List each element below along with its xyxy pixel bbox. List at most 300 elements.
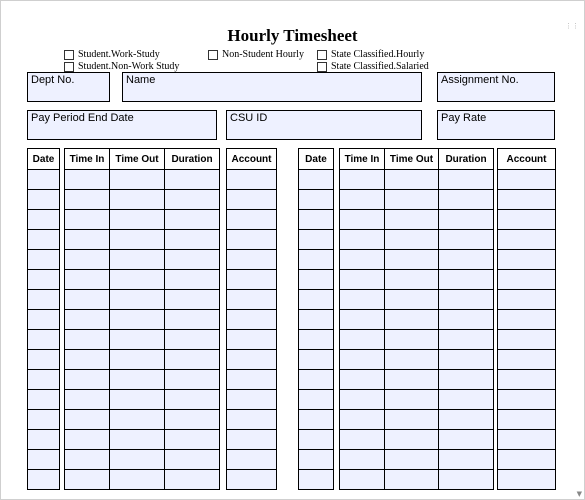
entry-cell[interactable] [28,410,60,430]
entry-cell[interactable] [385,250,439,270]
table-row [340,410,494,430]
table-row [28,190,60,210]
entry-cell[interactable] [28,310,60,330]
entry-cell[interactable] [439,430,494,450]
table-row [65,190,220,210]
entry-cell[interactable] [227,390,277,410]
table-row [498,190,556,210]
table-row [65,230,220,250]
left-date-header: Date [28,149,60,170]
table-row [498,310,556,330]
table-row [227,430,277,450]
right-time-in-header: Time In [340,149,385,170]
entry-cell[interactable] [498,270,556,290]
entry-cell[interactable] [498,210,556,230]
table-row [299,410,334,430]
table-row [65,430,220,450]
entry-cell[interactable] [165,450,220,470]
entry-cell[interactable] [498,230,556,250]
table-row [299,430,334,450]
right-times-table [339,148,494,490]
entry-cell[interactable] [439,190,494,210]
entry-cell[interactable] [299,270,334,290]
entry-cell[interactable] [65,350,110,370]
entry-cell[interactable] [165,350,220,370]
entry-cell[interactable] [299,230,334,250]
table-row [299,210,334,230]
entry-cell[interactable] [110,190,165,210]
entry-cell[interactable] [299,250,334,270]
table-row [498,250,556,270]
table-row [28,270,60,290]
entry-cell[interactable] [340,270,385,290]
table-row [299,290,334,310]
left-date-table [27,148,60,490]
table-row [28,370,60,390]
entry-cell[interactable] [498,470,556,490]
entry-cell[interactable] [340,290,385,310]
entry-cell[interactable] [110,310,165,330]
entry-cell[interactable] [110,370,165,390]
table-row [299,230,334,250]
table-row [28,470,60,490]
entry-cell[interactable] [385,210,439,230]
entry-cell[interactable] [498,390,556,410]
table-row [340,210,494,230]
checkbox-label: State Classified.Hourly [331,49,425,60]
entry-cell[interactable] [498,410,556,430]
entry-cell[interactable] [227,410,277,430]
entry-cell[interactable] [385,170,439,190]
entry-cell[interactable] [299,170,334,190]
entry-cell[interactable] [227,450,277,470]
table-row [340,470,494,490]
table-row [28,170,60,190]
entry-cell[interactable] [385,450,439,470]
right-account-table [497,148,556,490]
entry-cell[interactable] [385,430,439,450]
entry-cell[interactable] [110,390,165,410]
entry-cell[interactable] [28,330,60,350]
table-row [28,330,60,350]
entry-cell[interactable] [385,350,439,370]
entry-cell[interactable] [28,370,60,390]
entry-cell[interactable] [110,250,165,270]
table-row [498,450,556,470]
entry-cell[interactable] [28,430,60,450]
entry-cell[interactable] [65,390,110,410]
entry-cell[interactable] [110,230,165,250]
table-row [299,310,334,330]
entry-cell[interactable] [299,330,334,350]
table-row [340,430,494,450]
table-row [227,310,277,330]
entry-cell[interactable] [165,170,220,190]
table-row [227,210,277,230]
csu-id-label: CSU ID [230,112,268,124]
entry-cell[interactable] [439,170,494,190]
entry-cell[interactable] [385,230,439,250]
dept-no-label: Dept No. [31,74,75,86]
table-row [498,270,556,290]
assignment-no-label: Assignment No. [441,74,519,86]
table-row [340,290,494,310]
table-row [340,190,494,210]
left-time-out-header: Time Out [110,149,165,170]
table-row [227,330,277,350]
entry-cell[interactable] [227,350,277,370]
table-row [498,390,556,410]
entry-cell[interactable] [227,190,277,210]
table-row [498,350,556,370]
entry-cell[interactable] [28,350,60,370]
entry-cell[interactable] [110,330,165,350]
entry-cell[interactable] [498,250,556,270]
entry-cell[interactable] [340,410,385,430]
entry-cell[interactable] [385,410,439,430]
entry-cell[interactable] [299,210,334,230]
checkbox-box[interactable] [64,62,74,72]
entry-cell[interactable] [227,170,277,190]
entry-cell[interactable] [28,470,60,490]
entry-cell[interactable] [498,370,556,390]
entry-cell[interactable] [340,210,385,230]
entry-cell[interactable] [340,310,385,330]
entry-cell[interactable] [340,390,385,410]
entry-cell[interactable] [110,430,165,450]
entry-cell[interactable] [227,270,277,290]
table-row [498,290,556,310]
table-row [340,350,494,370]
table-row [227,190,277,210]
table-row [227,290,277,310]
entry-cell[interactable] [439,230,494,250]
pay-period-end-date-field[interactable] [27,110,217,140]
entry-cell[interactable] [110,290,165,310]
checkbox-box[interactable] [64,50,74,60]
entry-cell[interactable] [299,310,334,330]
entry-cell[interactable] [385,390,439,410]
entry-cell[interactable] [65,270,110,290]
table-row [498,410,556,430]
entry-cell[interactable] [439,410,494,430]
left-times-table [64,148,220,490]
entry-cell[interactable] [165,370,220,390]
entry-cell[interactable] [28,190,60,210]
page-fold-indicator: ⋮⋮ [565,22,579,30]
entry-cell[interactable] [299,470,334,490]
checkbox-label: Student.Non-Work Study [78,61,180,72]
entry-cell[interactable] [340,190,385,210]
entry-cell[interactable] [227,290,277,310]
table-row [227,250,277,270]
table-row [299,370,334,390]
entry-cell[interactable] [65,410,110,430]
table-row [227,450,277,470]
entry-cell[interactable] [65,370,110,390]
table-row [65,250,220,270]
entry-cell[interactable] [110,170,165,190]
table-row [340,170,494,190]
entry-cell[interactable] [340,330,385,350]
table-row [299,330,334,350]
entry-cell[interactable] [385,470,439,490]
checkbox-box[interactable] [208,50,218,60]
entry-cell[interactable] [65,450,110,470]
entry-cell[interactable] [227,250,277,270]
entry-cell[interactable] [227,330,277,350]
table-row [498,170,556,190]
scroll-down-icon[interactable]: ▼ [576,490,582,498]
entry-cell[interactable] [439,390,494,410]
csu-id-field[interactable] [226,110,422,140]
entry-cell[interactable] [165,430,220,450]
entry-cell[interactable] [110,210,165,230]
table-row [299,390,334,410]
entry-cell[interactable] [498,170,556,190]
entry-cell[interactable] [299,430,334,450]
entry-cell[interactable] [65,250,110,270]
entry-cell[interactable] [299,450,334,470]
table-row [65,350,220,370]
entry-cell[interactable] [165,250,220,270]
entry-cell[interactable] [227,370,277,390]
table-row [340,330,494,350]
entry-cell[interactable] [439,290,494,310]
entry-cell[interactable] [165,470,220,490]
entry-cell[interactable] [299,290,334,310]
table-row [65,450,220,470]
table-row [340,250,494,270]
entry-cell[interactable] [385,370,439,390]
entry-cell[interactable] [65,170,110,190]
checkbox-non-student-hourly[interactable] [208,49,304,60]
table-row [65,210,220,230]
table-row [227,390,277,410]
table-row [299,270,334,290]
table-row [65,370,220,390]
entry-cell[interactable] [498,190,556,210]
entry-cell[interactable] [385,290,439,310]
checkbox-state-classified-hourly[interactable] [317,49,424,60]
table-row [227,270,277,290]
right-date-header: Date [299,149,334,170]
table-row [227,170,277,190]
table-row [299,250,334,270]
left-time-in-header: Time In [65,149,110,170]
entry-cell[interactable] [340,250,385,270]
table-row [28,390,60,410]
table-row [340,450,494,470]
table-row [340,310,494,330]
entry-cell[interactable] [65,210,110,230]
entry-cell[interactable] [439,350,494,370]
entry-cell[interactable] [299,190,334,210]
name-field[interactable] [122,72,422,102]
entry-cell[interactable] [110,410,165,430]
table-row [299,450,334,470]
table-row [227,370,277,390]
entry-cell[interactable] [227,210,277,230]
table-row [498,330,556,350]
entry-cell[interactable] [385,190,439,210]
entry-cell[interactable] [28,270,60,290]
table-row [340,390,494,410]
left-account-table [226,148,277,490]
table-row [227,350,277,370]
table-row [340,230,494,250]
entry-cell[interactable] [28,290,60,310]
entry-cell[interactable] [110,450,165,470]
entry-cell[interactable] [165,230,220,250]
table-row [299,170,334,190]
right-duration-header: Duration [439,149,494,170]
entry-cell[interactable] [299,410,334,430]
entry-cell[interactable] [65,430,110,450]
entry-cell[interactable] [385,270,439,290]
right-account-header: Account [498,149,556,170]
entry-cell[interactable] [385,330,439,350]
table-row [28,310,60,330]
checkbox-student-non-work-study[interactable] [64,61,179,72]
entry-cell[interactable] [498,330,556,350]
table-row [227,230,277,250]
table-row [28,410,60,430]
pay-rate-field[interactable] [437,110,555,140]
checkbox-student-work-study[interactable] [64,49,160,60]
entry-cell[interactable] [28,230,60,250]
left-account-header: Account [227,149,277,170]
entry-cell[interactable] [65,310,110,330]
entry-cell[interactable] [385,310,439,330]
entry-cell[interactable] [498,350,556,370]
table-row [65,330,220,350]
table-row [299,470,334,490]
table-row [299,190,334,210]
entry-cell[interactable] [439,330,494,350]
entry-cell[interactable] [165,190,220,210]
checkbox-label: Non-Student Hourly [222,49,304,60]
right-time-out-header: Time Out [385,149,439,170]
checkbox-box[interactable] [317,50,327,60]
entry-cell[interactable] [340,170,385,190]
entry-cell[interactable] [340,430,385,450]
table-row [28,430,60,450]
table-row [340,370,494,390]
entry-cell[interactable] [165,210,220,230]
assignment-no-field[interactable] [437,72,555,102]
table-row [227,470,277,490]
table-row [65,390,220,410]
entry-cell[interactable] [65,330,110,350]
entry-cell[interactable] [165,310,220,330]
entry-cell[interactable] [340,350,385,370]
entry-cell[interactable] [28,390,60,410]
entry-cell[interactable] [165,390,220,410]
entry-cell[interactable] [227,430,277,450]
entry-cell[interactable] [227,310,277,330]
entry-cell[interactable] [65,230,110,250]
entry-cell[interactable] [110,270,165,290]
entry-cell[interactable] [340,470,385,490]
entry-cell[interactable] [110,350,165,370]
entry-cell[interactable] [65,470,110,490]
entry-cell[interactable] [165,290,220,310]
entry-cell[interactable] [165,410,220,430]
entry-cell[interactable] [299,350,334,370]
entry-cell[interactable] [28,170,60,190]
right-date-table [298,148,334,490]
form-title: Hourly Timesheet [227,26,358,45]
entry-cell[interactable] [65,290,110,310]
entry-cell[interactable] [227,230,277,250]
entry-cell[interactable] [299,390,334,410]
checkbox-box[interactable] [317,62,327,72]
entry-cell[interactable] [498,290,556,310]
table-row [227,410,277,430]
entry-cell[interactable] [28,250,60,270]
table-row [28,290,60,310]
table-row [498,210,556,230]
entry-cell[interactable] [110,470,165,490]
entry-cell[interactable] [439,210,494,230]
entry-cell[interactable] [165,270,220,290]
table-row [28,250,60,270]
entry-cell[interactable] [439,250,494,270]
entry-cell[interactable] [165,330,220,350]
checkbox-label: State Classified.Salaried [331,61,429,72]
checkbox-label: Student.Work-Study [78,49,160,60]
entry-cell[interactable] [340,370,385,390]
table-row [28,450,60,470]
table-row [65,290,220,310]
table-row [28,210,60,230]
table-row [299,350,334,370]
table-row [28,230,60,250]
checkbox-state-classified-salaried[interactable] [317,61,429,72]
entry-cell[interactable] [498,450,556,470]
entry-cell[interactable] [498,310,556,330]
entry-cell[interactable] [65,190,110,210]
entry-cell[interactable] [299,370,334,390]
table-row [65,270,220,290]
table-row [340,270,494,290]
pay-rate-label: Pay Rate [441,112,487,124]
entry-cell[interactable] [439,450,494,470]
entry-cell[interactable] [498,430,556,450]
left-duration-header: Duration [165,149,220,170]
table-row [65,470,220,490]
dept-no-field[interactable] [27,72,110,102]
entry-cell[interactable] [227,470,277,490]
entry-cell[interactable] [439,310,494,330]
table-row [498,430,556,450]
entry-cell[interactable] [28,450,60,470]
entry-cell[interactable] [28,210,60,230]
table-row [65,310,220,330]
table-row [498,370,556,390]
entry-cell[interactable] [439,370,494,390]
entry-cell[interactable] [340,450,385,470]
pay-period-end-date-label: Pay Period End Date [31,112,134,124]
entry-cell[interactable] [340,230,385,250]
table-row [65,410,220,430]
name-label: Name [126,74,156,86]
table-row [28,350,60,370]
entry-cell[interactable] [439,470,494,490]
table-row [65,170,220,190]
entry-cell[interactable] [439,270,494,290]
